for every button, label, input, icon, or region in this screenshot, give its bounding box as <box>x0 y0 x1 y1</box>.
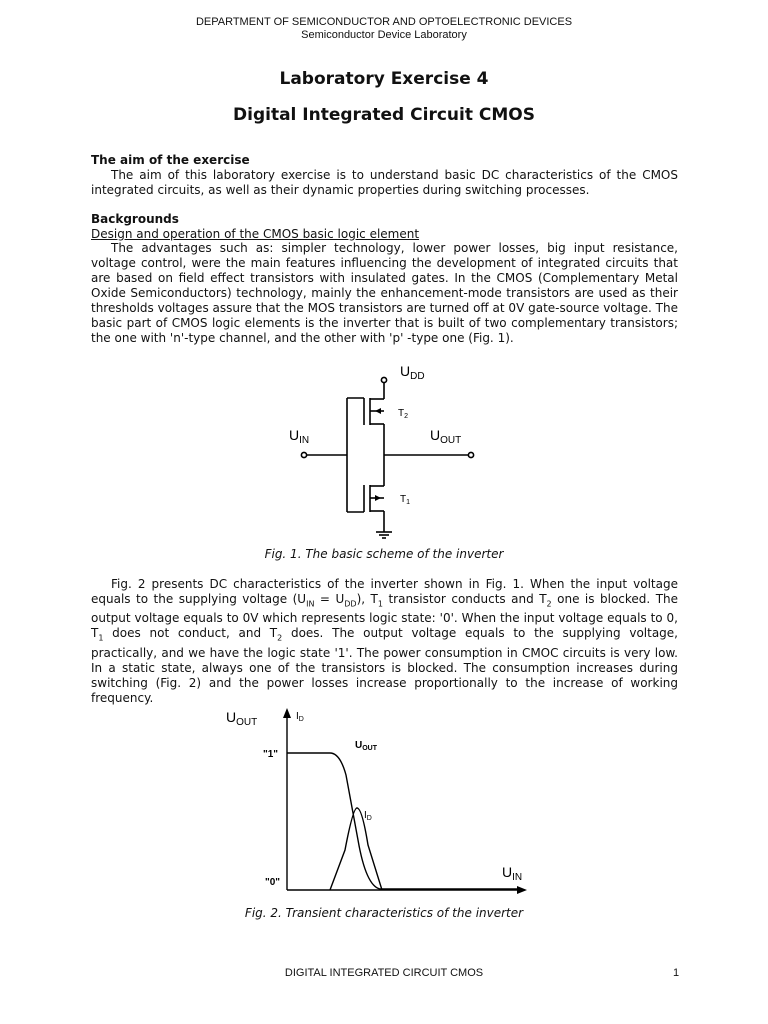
header-lab: Semiconductor Device Laboratory <box>301 29 467 41</box>
uout-curve <box>287 753 523 889</box>
uin-label: $U_{IN}$ <box>289 427 310 446</box>
backgrounds-subheading: Design and operation of the CMOS basic logic element <box>91 227 420 241</box>
exercise-title: Laboratory Exercise 4 <box>279 69 489 89</box>
curve-id-label: $I_D$ <box>364 810 372 822</box>
fig1-caption: Fig. 1. The basic scheme of the inverter <box>264 547 504 561</box>
uout-label: $U_{OUT}$ <box>430 427 462 446</box>
y-axis-arrowhead <box>283 708 291 718</box>
fig2-caption: Fig. 2. Transient characteristics of the inverter <box>244 906 524 920</box>
backgrounds-paragraph: The advantages such as: simpler technology, lower power losses, big input resistance, voltage control, were the main features influencing the development of integrated circuits that are based on field effect transistors with insulated gates. In the CMOS (Complementary Metal Oxide Semiconductors) technology, mainly the enhancement-mode transistors are used as their thresholds voltages assure that the MOS transistors are turned off at 0V gate-source voltage. The basic part of CMOS logic elements is the inverter that is built of two complementary transistors; the one with 'n'-type channel, and the other with 'p' -type one (Fig. 1). <box>91 241 678 345</box>
x-axis-arrowhead <box>517 886 527 894</box>
id-curve <box>330 808 382 890</box>
aim-paragraph: The aim of this laboratory exercise is to understand basic DC characteristics of the CMOS integrated circuits, as well as their dynamic properties during switching processes. <box>91 168 678 197</box>
axis-uout-label: $U_{OUT}$ <box>226 709 258 728</box>
aim-heading: The aim of the exercise <box>91 153 250 167</box>
dc-characteristics-paragraph: Fig. 2 presents DC characteristics of the inverter shown in Fig. 1. When the input voltage equals to the supplying voltage $(U_{IN} = U_{DD})$, $T_1$ transistor conducts and $T_2$ one is blocked. The output voltage equals to 0V which represents logic state: '0'. When the input voltage equals to 0, $T_1$ does not conduct, and $T_2$ does. The output voltage equals to the supplying voltage, practically, and we have the logic state '1'. The power consumption in CMOC circuits is very low. In a static state, always one of the transistors is blocked. The consumption increases during switching (Fig. 2) and the power losses increase proportionally to the increase of working frequency. <box>91 577 679 705</box>
axis-uin-label: $U_{IN}$ <box>502 864 523 883</box>
t1-label: $T_1$ <box>400 494 411 506</box>
t2-label: $T_2$ <box>398 408 409 420</box>
footer-title: DIGITAL INTEGRATED CIRCUIT CMOS <box>284 967 484 979</box>
topic-title: Digital Integrated Circuit CMOS <box>233 105 535 125</box>
backgrounds-heading: Backgrounds <box>91 212 179 226</box>
udd-label: $U_{DD}$ <box>400 363 425 382</box>
level-1-label: "1" <box>263 749 279 760</box>
inverter-schematic <box>270 358 490 548</box>
header-department: DEPARTMENT OF SEMICONDUCTOR AND OPTOELECTRONIC DEVICES <box>195 16 573 28</box>
axis-id-label: $I_D$ <box>296 711 304 723</box>
level-0-label: "0" <box>265 877 281 888</box>
transfer-characteristic-plot <box>220 700 550 900</box>
page-number: 1 <box>673 967 680 979</box>
curve-uout-label: $U_{OUT}$ <box>355 740 378 752</box>
